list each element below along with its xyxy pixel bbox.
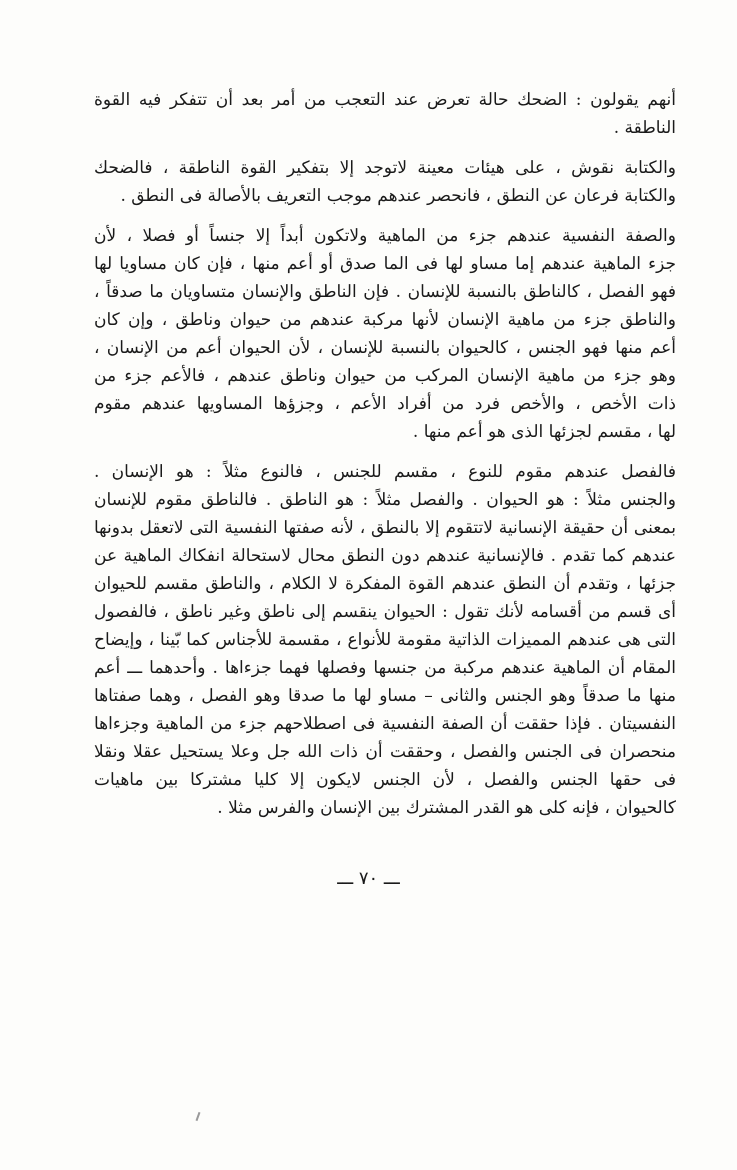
text-line: كالحيوان ، فإنه كلى هو القدر المشترك بين الإنسان والفرس مثلا . (217, 798, 676, 818)
scan-speck (196, 1112, 201, 1121)
text-line: أعم منها فهو الجنس ، كالحيوان بالنسبة للإنسان ، لأن الحيوان أعم من الإنسان ، (94, 338, 676, 358)
text-line: ذات الأخص ، والأخص فرد من أفراد الأعم ، وجزؤها المساويها عندهم مقوم (94, 394, 676, 414)
page-number: ـــ ٧٠ ـــ (337, 868, 400, 889)
paragraph-3 (94, 222, 676, 446)
text-line: المقام أن الماهية عندهم مركبة من جنسها وفصلها فهما جزءاها . وأحدهما ـــ أعم (94, 658, 676, 678)
text-line: التى هى عندهم المميزات الذاتية مقومة للأنواع ، مقسمة للأجناس كما بّينا ، وإيضاح (94, 630, 676, 650)
text-line: فهو الفصل ، كالناطق بالنسبة للإنسان . فإن الناطق والإنسان متساويان ما صدقاً ، (94, 282, 676, 302)
text-line: أى قسم من أقسامه لأنك تقول : الحيوان ينقسم إلى ناطق وغير ناطق ، فالفصول (94, 602, 676, 622)
text-line: جزء الماهية عندهم إما مساو لها فى الما صدق أو أعم منها ، فإن كان مساويا لها (94, 254, 676, 274)
text-line: فالفصل عندهم مقوم للنوع ، مقسم للجنس ، فالنوع مثلاً : هو الإنسان . (94, 462, 676, 482)
text-line: والكتابة فرعان عن النطق ، فانحصر عندهم موجب التعريف بالأصالة فى النطق . (120, 186, 676, 206)
text-line: أنهم يقولون : الضحك حالة تعرض عند التعجب من أمر بعد أن تتفكر فيه القوة (94, 90, 676, 110)
text-line: فى حقها الجنس والفصل ، لأن الجنس لايكون إلا كليا مشتركا بين ماهيات (94, 770, 676, 790)
text-line: والناطق جزء من ماهية الإنسان لأنها مركبة عندهم من حيوان وناطق ، وإن كان (94, 310, 676, 330)
text-line: وهو جزء من ماهية الإنسان المركب من حيوان وناطق عندهم ، فالأعم جزء من (94, 366, 676, 386)
paragraph-2 (94, 154, 676, 210)
text-line: عندهم كما تقدم . فالإنسانية عندهم دون النطق محال لاستحالة انفكاك الماهية عن (94, 546, 676, 566)
text-line: الناطقة . (613, 118, 676, 138)
text-line: النفسيتان . فإذا حققت أن الصفة النفسية فى اصطلاحهم جزء من الماهية وجزءاها (94, 714, 676, 734)
paragraph-4 (94, 458, 676, 822)
paragraph-1 (94, 86, 676, 142)
text-line: منحصران فى الجنس والفصل ، وحققت أن ذات الله جل وعلا يستحيل عقلا ونقلا (94, 742, 676, 762)
text-line: والجنس مثلاً : هو الحيوان . والفصل مثلاً : هو الناطق . فالناطق مقوم للإنسان (94, 490, 676, 510)
text-line: منها ما صدقاً وهو الجنس والثانى – مساو لها ما صدقا وهو الفصل ، وهما صفتاها (94, 686, 676, 706)
text-line: بمعنى أن حقيقة الإنسانية لاتتقوم إلا بالنطق ، لأنه صفتها النفسية التى لاتعقل بدونها (94, 518, 676, 538)
text-line: والصفة النفسية عندهم جزء من الماهية ولاتكون أبداً إلا جنساً أو فصلا ، لأن (94, 226, 676, 246)
text-line: لها ، مقسم لجزئها الذى هو أعم منها . (412, 422, 676, 442)
page-body (94, 86, 676, 822)
text-line: جزئها ، وتقدم أن النطق عندهم القوة المفكرة لا الكلام ، والناطق مقسم للحيوان (94, 574, 676, 594)
text-line: والكتابة نقوش ، على هيئات معينة لاتوجد إلا بتفكير القوة الناطقة ، فالضحك (94, 158, 676, 178)
